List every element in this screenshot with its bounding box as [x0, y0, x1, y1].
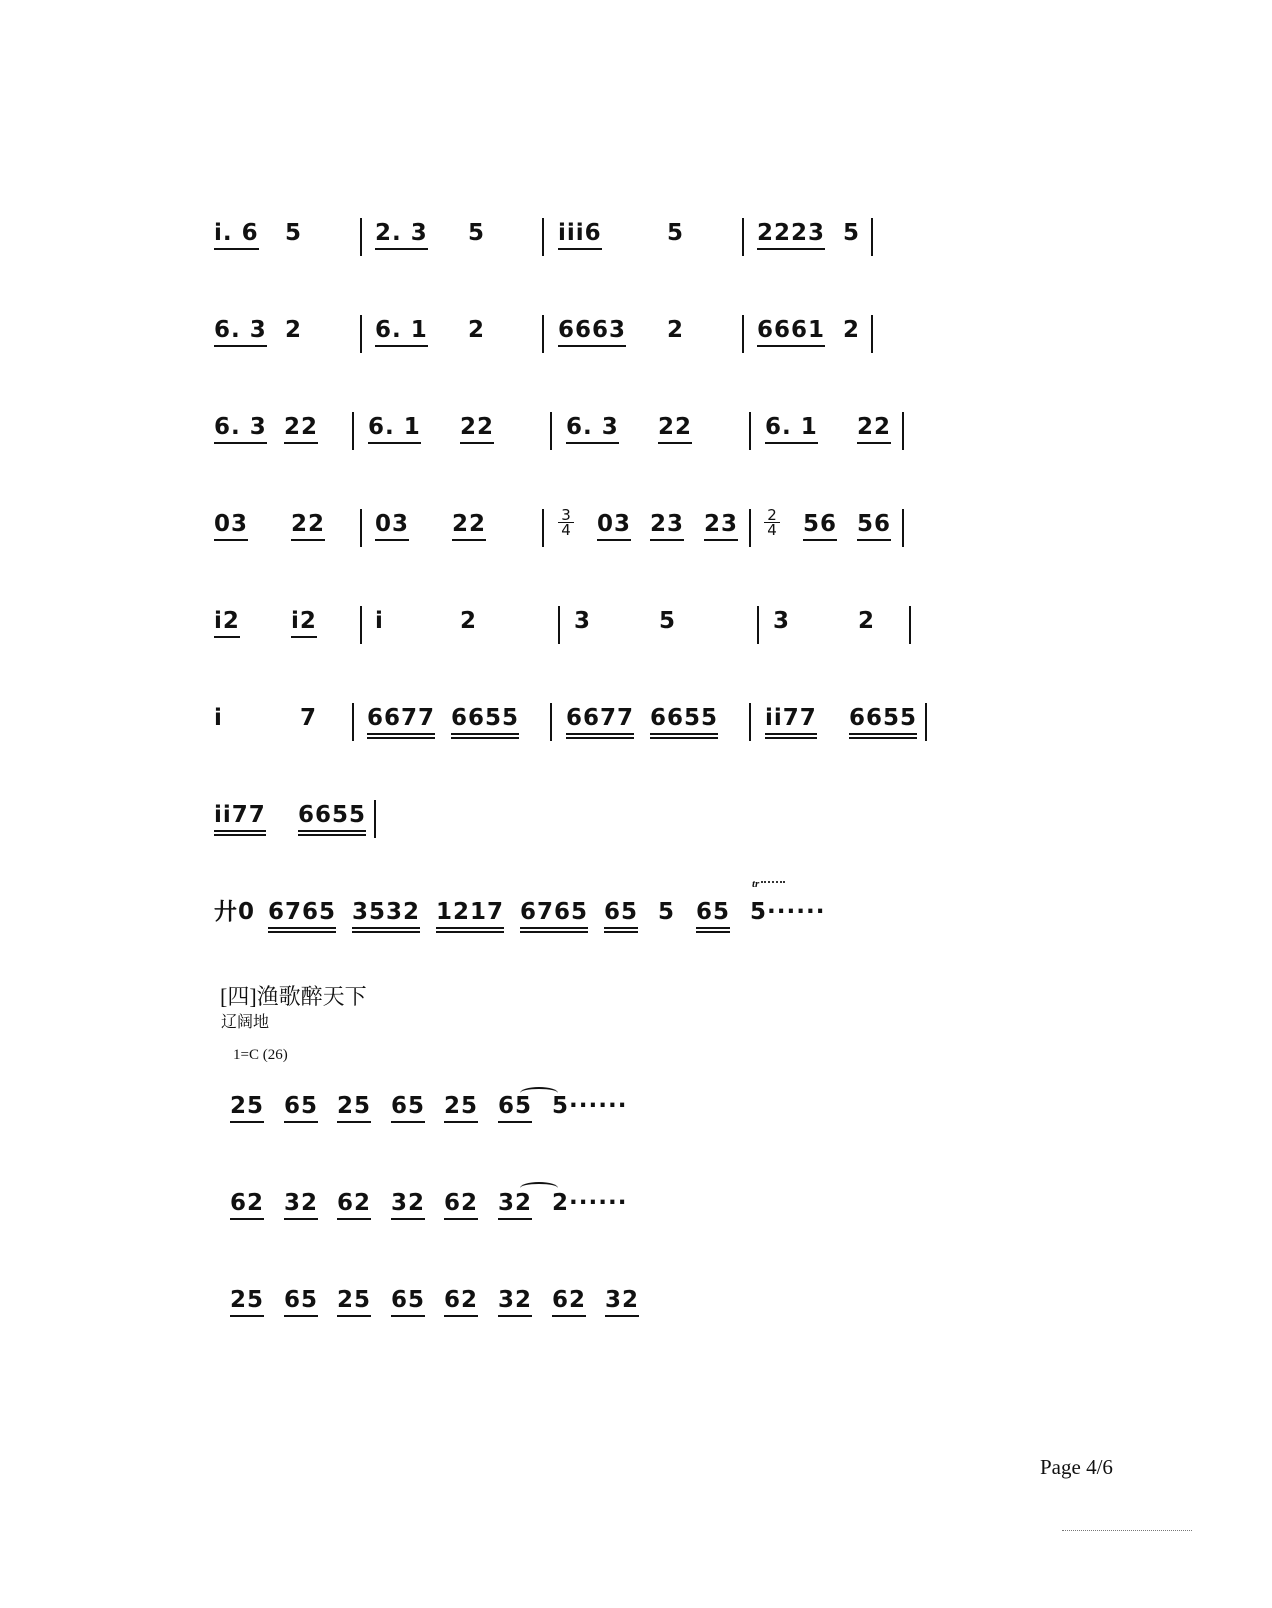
note-group	[552, 1285, 586, 1335]
note-group	[214, 703, 223, 753]
note-group	[858, 606, 875, 656]
note-group	[391, 1285, 425, 1335]
note-group	[284, 1188, 318, 1238]
note-group	[214, 412, 267, 462]
key-signature: 1=C (26)	[233, 1047, 288, 1063]
notation-row-9	[0, 1091, 1272, 1141]
note-group	[444, 1188, 478, 1238]
notation-row-2	[0, 315, 1272, 365]
note-group	[605, 1285, 639, 1335]
note-text: 6. 1	[375, 315, 428, 347]
note-group	[284, 1091, 318, 1141]
note-text: 32	[284, 1188, 318, 1220]
note-group	[765, 703, 817, 753]
note-text: 廾0	[214, 899, 256, 925]
note-text: 23	[650, 509, 684, 541]
note-group	[214, 800, 266, 850]
bar-line	[550, 703, 552, 741]
note-group	[843, 315, 860, 365]
note-text: 03	[214, 509, 248, 541]
bar-line	[550, 412, 552, 450]
note-text: ii77	[214, 800, 266, 832]
note-text: 62	[337, 1188, 371, 1220]
note-text: i. 6	[214, 218, 259, 250]
bar-line	[374, 800, 376, 838]
note-group	[285, 315, 302, 365]
bar-line	[360, 315, 362, 353]
note-text: 25	[230, 1091, 264, 1123]
notation-row-3	[0, 412, 1272, 462]
note-text: 62	[444, 1188, 478, 1220]
note-text: 25	[337, 1091, 371, 1123]
note-text: 2	[468, 317, 486, 343]
notation-row-11	[0, 1285, 1272, 1335]
bar-line	[871, 315, 873, 353]
bar-line	[742, 315, 744, 353]
note-text: 5······	[552, 1093, 628, 1119]
note-text: i	[375, 608, 384, 634]
note-group	[659, 606, 676, 656]
note-group	[468, 315, 485, 365]
note-group	[558, 315, 626, 365]
note-text: 6655	[298, 800, 366, 832]
note-text: 2. 3	[375, 218, 428, 250]
bar-line	[749, 509, 751, 547]
note-group	[574, 606, 591, 656]
note-group	[230, 1188, 264, 1238]
note-group	[773, 606, 790, 656]
note-text: 5	[468, 220, 486, 246]
bar-line	[542, 315, 544, 353]
time-signature-3-4: 3 4	[558, 508, 574, 537]
note-text: 56	[857, 509, 891, 541]
section-subtitle: 辽阔地	[221, 1014, 270, 1031]
note-group	[214, 509, 248, 559]
note-text: 65	[284, 1285, 318, 1317]
note-group	[650, 703, 718, 753]
note-group	[843, 218, 860, 268]
note-group	[368, 412, 421, 462]
note-text: 03	[597, 509, 631, 541]
time-signature-2-4: 2 4	[764, 508, 780, 537]
bar-line	[749, 703, 751, 741]
note-text: ii77	[765, 703, 817, 735]
note-text: 2	[843, 317, 861, 343]
note-text: 2	[285, 317, 303, 343]
note-group	[375, 509, 409, 559]
note-text: 22	[857, 412, 891, 444]
bar-line	[360, 606, 362, 644]
note-group	[291, 606, 317, 656]
note-text: 32	[498, 1285, 532, 1317]
note-text: 6655	[650, 703, 718, 735]
note-text: i2	[291, 606, 317, 638]
note-group	[391, 1188, 425, 1238]
bar-line	[360, 509, 362, 547]
note-group	[284, 1285, 318, 1335]
note-group	[704, 509, 738, 559]
note-text: 5	[285, 220, 303, 246]
note-group	[520, 897, 588, 947]
note-group	[451, 703, 519, 753]
notation-row-4	[0, 509, 1272, 559]
note-group	[375, 606, 384, 656]
note-group	[298, 800, 366, 850]
note-text: 32	[391, 1188, 425, 1220]
note-group	[214, 315, 267, 365]
note-group	[291, 509, 325, 559]
notation-row-6	[0, 703, 1272, 753]
note-text: 62	[552, 1285, 586, 1317]
note-group	[436, 897, 504, 947]
note-group	[857, 509, 891, 559]
note-group	[667, 315, 684, 365]
note-text: 62	[230, 1188, 264, 1220]
note-text: 25	[230, 1285, 264, 1317]
note-text: 65	[696, 897, 730, 929]
note-text: 25	[337, 1285, 371, 1317]
bar-line	[352, 703, 354, 741]
note-text: 56	[803, 509, 837, 541]
note-group	[452, 509, 486, 559]
note-group	[498, 1188, 532, 1238]
bar-line	[352, 412, 354, 450]
note-text: 65	[498, 1091, 532, 1123]
bar-line	[902, 509, 904, 547]
note-text: 7	[300, 705, 318, 731]
note-text: 3532	[352, 897, 420, 929]
note-group	[558, 218, 602, 268]
note-group	[444, 1091, 478, 1141]
note-text: 22	[284, 412, 318, 444]
note-text: 65	[604, 897, 638, 929]
bar-line	[909, 606, 911, 644]
note-group	[658, 412, 692, 462]
note-group	[230, 1285, 264, 1335]
note-group	[604, 897, 638, 947]
note-group	[849, 703, 917, 753]
note-text: 3	[574, 608, 592, 634]
note-group	[214, 606, 240, 656]
note-group	[460, 606, 477, 656]
note-text: 5······	[750, 899, 826, 925]
bar-line	[902, 412, 904, 450]
notation-row-5	[0, 606, 1272, 656]
note-text: iii6	[558, 218, 602, 250]
note-group	[468, 218, 485, 268]
note-text: 6677	[367, 703, 435, 735]
bar-line	[558, 606, 560, 644]
note-text: 6655	[849, 703, 917, 735]
note-text: 22	[452, 509, 486, 541]
bar-line	[749, 412, 751, 450]
note-text: 65	[391, 1285, 425, 1317]
note-text: 2223	[757, 218, 825, 250]
note-text: 5	[667, 220, 685, 246]
note-text: 2	[858, 608, 876, 634]
note-group	[658, 897, 675, 947]
footer-watermark-line	[1062, 1530, 1192, 1531]
page-number: Page 4/6	[1040, 1455, 1113, 1479]
note-text: 2	[667, 317, 685, 343]
note-text: 5	[658, 899, 676, 925]
notation-row-7	[0, 800, 1272, 850]
section-title: [四]渔歌醉天下	[220, 984, 367, 1009]
note-group	[367, 703, 435, 753]
note-text: 32	[605, 1285, 639, 1317]
note-text: 1217	[436, 897, 504, 929]
bar-line	[542, 509, 544, 547]
note-text: 62	[444, 1285, 478, 1317]
note-text: 2	[460, 608, 478, 634]
note-group	[757, 315, 825, 365]
notation-row-1	[0, 218, 1272, 268]
note-text: i	[214, 705, 223, 731]
slur-mark	[520, 1182, 558, 1194]
note-group	[300, 703, 317, 753]
note-group	[375, 218, 428, 268]
note-text: 03	[375, 509, 409, 541]
note-group	[391, 1091, 425, 1141]
note-text: 6655	[451, 703, 519, 735]
note-group	[757, 218, 825, 268]
note-group	[337, 1188, 371, 1238]
note-group	[803, 509, 837, 559]
note-group	[696, 897, 730, 947]
bar-line	[742, 218, 744, 256]
note-group	[214, 897, 255, 947]
note-text: 22	[658, 412, 692, 444]
note-text: 6. 3	[214, 412, 267, 444]
note-group	[765, 412, 818, 462]
note-group	[284, 412, 318, 462]
note-text: 6. 3	[566, 412, 619, 444]
note-group	[337, 1091, 371, 1141]
note-group	[552, 1188, 627, 1238]
bar-line	[871, 218, 873, 256]
note-text: 6. 1	[765, 412, 818, 444]
note-text: 2······	[552, 1190, 628, 1216]
note-text: 6. 3	[214, 315, 267, 347]
bar-line	[360, 218, 362, 256]
note-text: 65	[284, 1091, 318, 1123]
note-group	[857, 412, 891, 462]
note-group	[352, 897, 420, 947]
notation-row-8	[0, 897, 1272, 947]
note-group	[268, 897, 336, 947]
bar-line	[542, 218, 544, 256]
note-group	[230, 1091, 264, 1141]
note-text: i2	[214, 606, 240, 638]
note-group	[214, 218, 259, 268]
note-text: 65	[391, 1091, 425, 1123]
notation-row-10	[0, 1188, 1272, 1238]
note-text: 5	[659, 608, 677, 634]
note-group	[650, 509, 684, 559]
note-group	[498, 1285, 532, 1335]
note-text: 6765	[268, 897, 336, 929]
note-text: 22	[291, 509, 325, 541]
note-group	[375, 315, 428, 365]
note-text: 23	[704, 509, 738, 541]
trill-mark: tr	[752, 878, 785, 890]
note-text: 6677	[566, 703, 634, 735]
note-text: 3	[773, 608, 791, 634]
note-text: 5	[843, 220, 861, 246]
note-text: 6663	[558, 315, 626, 347]
note-text: 25	[444, 1091, 478, 1123]
note-group	[597, 509, 631, 559]
note-group	[444, 1285, 478, 1335]
bar-line	[925, 703, 927, 741]
note-text: 22	[460, 412, 494, 444]
note-group	[460, 412, 494, 462]
slur-mark	[520, 1087, 558, 1099]
note-group	[285, 218, 302, 268]
note-text: 6661	[757, 315, 825, 347]
bar-line	[757, 606, 759, 644]
note-group	[337, 1285, 371, 1335]
note-group	[667, 218, 684, 268]
note-group	[750, 897, 825, 947]
note-group	[566, 703, 634, 753]
note-group	[552, 1091, 627, 1141]
note-text: 6. 1	[368, 412, 421, 444]
note-group	[566, 412, 619, 462]
note-text: 6765	[520, 897, 588, 929]
note-text: 32	[498, 1188, 532, 1220]
